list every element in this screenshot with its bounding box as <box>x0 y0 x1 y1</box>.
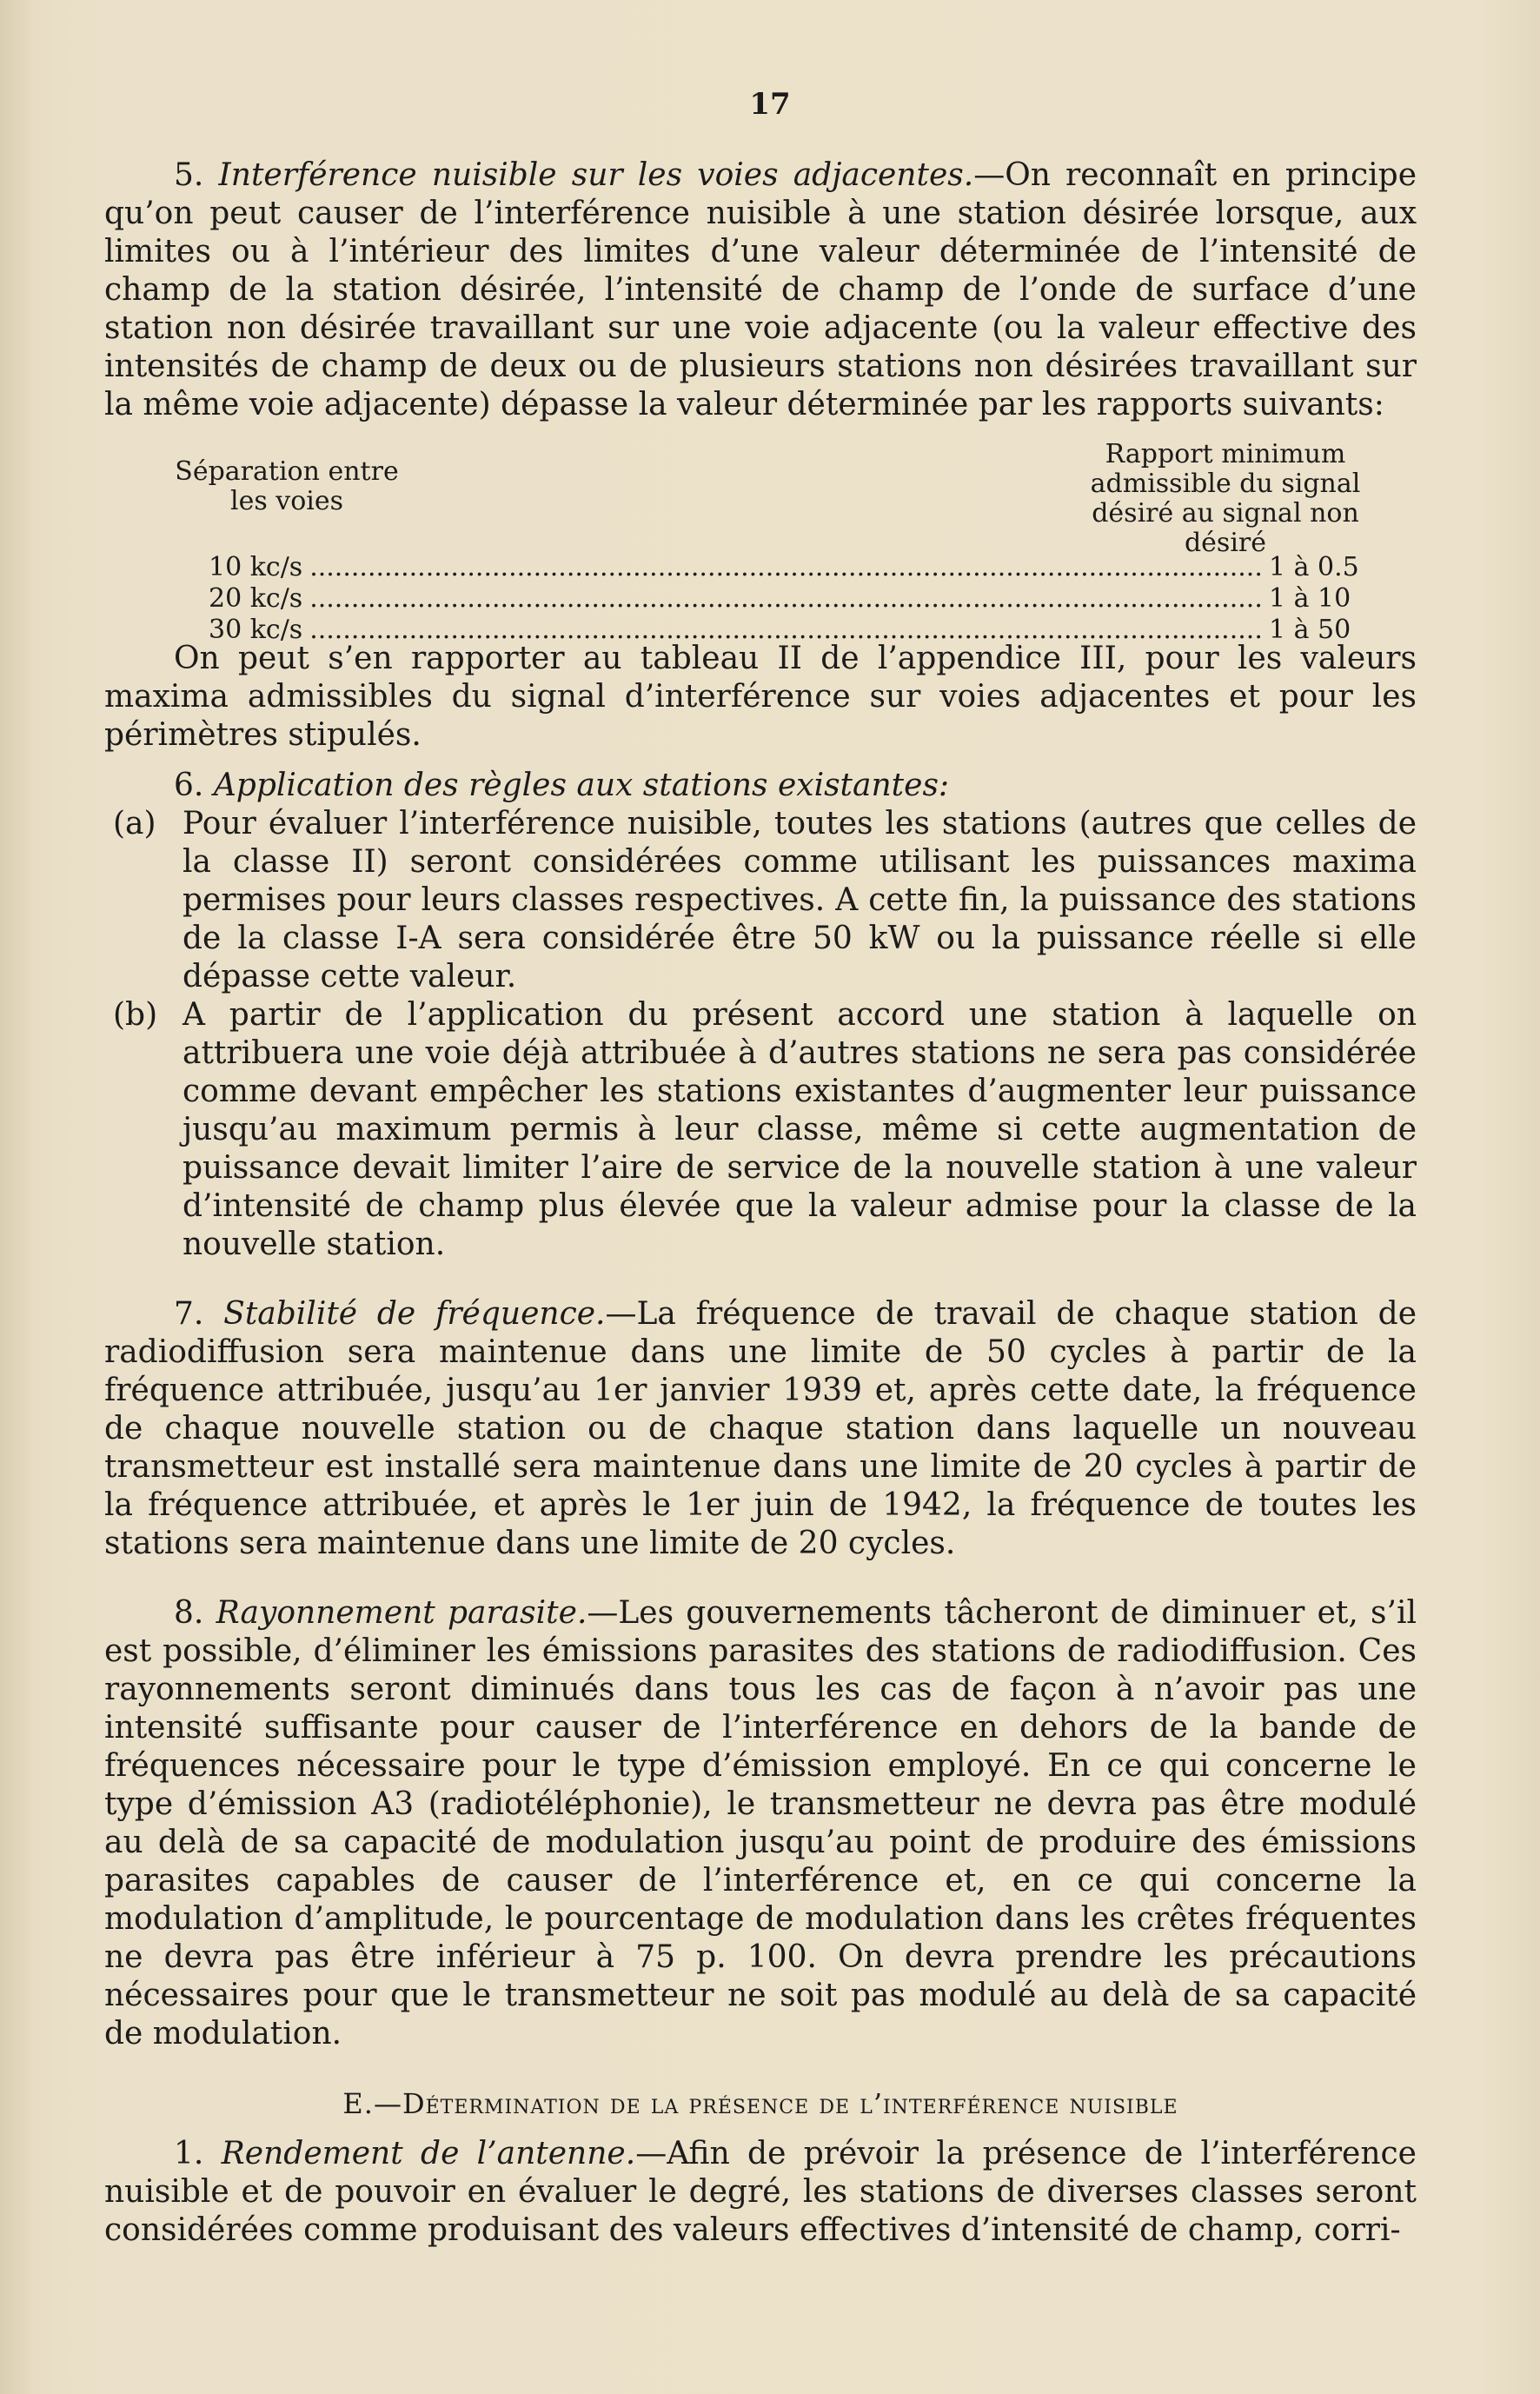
section-e1-title: Rendement de l’antenne. <box>221 2136 636 2171</box>
ratio-cell: 1 à 10 <box>1269 583 1351 614</box>
section-8-text: —Les gouvernements tâcheront de diminuer et, s’il est possible, d’éliminer les émissions parasites des stations de radiodiffusion. Ces rayonnements seront diminués dans tous les cas de façon à n’avoir pas une intensité suffisante pour causer de l’interférence en dehors de la bande de fréquences nécessaire pour le type d’émission employé. En ce qui concerne le type d’émission A3 (radiotéléphonie), le transmetteur ne devra pas être modulé au delà de sa capacité de modulation jusqu’au point de produire des émissions parasites capables de causer de l’interférence et, en ce qui concerne la modulation d’amplitude, le pourcentage de modulation dans les crêtes fréquentes ne devra pas être inférieur à 75 p. 100. On devra prendre les précautions nécessaires pour que le transmetteur ne soit pas modulé au delà de sa capacité de modulation. <box>104 1595 1417 2052</box>
section-e-heading: E.—Détermination de la présence de l’interférence nuisible <box>342 2087 1178 2120</box>
section-7-number: 7. <box>174 1296 204 1332</box>
section-7-paragraph <box>104 1295 1417 1563</box>
item-label: (a) <box>113 806 156 841</box>
section-6-item-a <box>104 805 1417 996</box>
section-5-paragraph <box>104 156 1417 424</box>
section-7-title: Stabilité de fréquence. <box>223 1296 606 1332</box>
page-number: 17 <box>749 87 791 122</box>
section-6-item-b <box>104 996 1417 1264</box>
section-8-number: 8. <box>174 1595 204 1631</box>
table-header-right-line: désiré <box>1184 528 1267 558</box>
leader-dots <box>309 615 1262 645</box>
table-header-right-line: désiré au signal non <box>1092 498 1359 529</box>
section-5-number: 5. <box>174 157 204 193</box>
item-label: (b) <box>113 997 158 1033</box>
table-header-left-line: les voies <box>229 486 344 516</box>
section-6-title: Application des règles aux stations existantes: <box>213 768 950 803</box>
section-e1-paragraph <box>104 2135 1417 2250</box>
table-row <box>209 615 1417 647</box>
table-row <box>209 584 1417 615</box>
ratio-cell: 1 à 0.5 <box>1269 552 1359 582</box>
page-content <box>104 156 1417 2250</box>
separation-cell: 10 kc/s <box>209 552 303 582</box>
table-header-right-line: Rapport minimum <box>1105 439 1346 469</box>
section-e1-text: —Afin de prévoir la présence de l’interférence nuisible et de pouvoir en évaluer le degré, les stations de diverses classes seront considérées comme produisant des valeurs effectives d’intensité de champ, corri- <box>104 2136 1417 2248</box>
section-8-title: Rayonnement parasite. <box>216 1595 587 1631</box>
section-8-paragraph <box>104 1594 1417 2053</box>
section-6-number: 6. <box>174 768 204 803</box>
table-header-right-line: admissible du signal <box>1090 469 1361 499</box>
section-5-title: Interférence nuisible sur les voies adjacentes. <box>218 157 974 193</box>
separation-cell: 30 kc/s <box>209 615 303 645</box>
channel-separation-table <box>104 439 1417 645</box>
table-row <box>209 553 1417 584</box>
section-5-text: —On reconnaît en principe qu’on peut causer de l’interférence nuisible à une station désirée lorsque, aux limites ou à l’intérieur des limites d’une valeur déterminée de l’intensité de champ de la station désirée, l’intensité de champ de l’onde de surface d’une station non désirée travaillant sur une voie adjacente (ou la valeur effective des intensités de champ de deux ou de plusieurs stations non désirées travaillant sur la même voie adjacente) dépasse la valeur déterminée par les rapports suivants: <box>104 157 1417 422</box>
leader-dots <box>309 553 1262 582</box>
table-header-left-line: Séparation entre <box>175 456 399 487</box>
leader-dots <box>309 584 1262 614</box>
section-6-heading <box>174 767 1417 805</box>
section-e1-number: 1. <box>174 2136 204 2171</box>
table-body <box>209 553 1417 647</box>
item-text: A partir de l’application du présent accord une station à laquelle on attribuera une voie déjà attribuée à d’autres stations ne sera pas considérée comme devant empêcher les stations existantes d’augmenter leur puissance jusqu’au maximum permis à leur classe, même si cette augmentation de puissance devait limiter l’aire de service de la nouvelle station à une valeur d’intensité de champ plus élevée que la valeur admise pour la classe de la nouvelle station. <box>183 997 1417 1262</box>
item-text: Pour évaluer l’interférence nuisible, toutes les stations (autres que celles de la classe II) seront considérées comme utilisant les puissances maxima permises pour leurs classes respectives. A cette fin, la puissance des stations de la classe I-A sera considérée être 50 kW ou la puissance réelle si elle dépasse cette valeur. <box>183 806 1417 994</box>
section-7-text: —La fréquence de travail de chaque station de radiodiffusion sera maintenue dans une limite de 50 cycles à partir de la fréquence attribuée, jusqu’au 1er janvier 1939 et, après cette date, la fréquence de chaque nouvelle station ou de chaque station dans laquelle un nouveau transmetteur est installé sera maintenue dans une limite de 20 cycles à partir de la fréquence attribuée, et après le 1er juin de 1942, la fréquence de toutes les stations sera maintenue dans une limite de 20 cycles. <box>104 1296 1417 1561</box>
table-header-left <box>139 457 435 516</box>
ratio-cell: 1 à 50 <box>1269 615 1351 645</box>
section-5-note: On peut s’en rapporter au tableau II de l’appendice III, pour les valeurs maxima admissibles du signal d’interférence sur voies adjacentes et pour les périmètres stipulés. <box>104 641 1417 753</box>
table-header-right <box>1060 440 1391 558</box>
separation-cell: 20 kc/s <box>209 583 303 614</box>
